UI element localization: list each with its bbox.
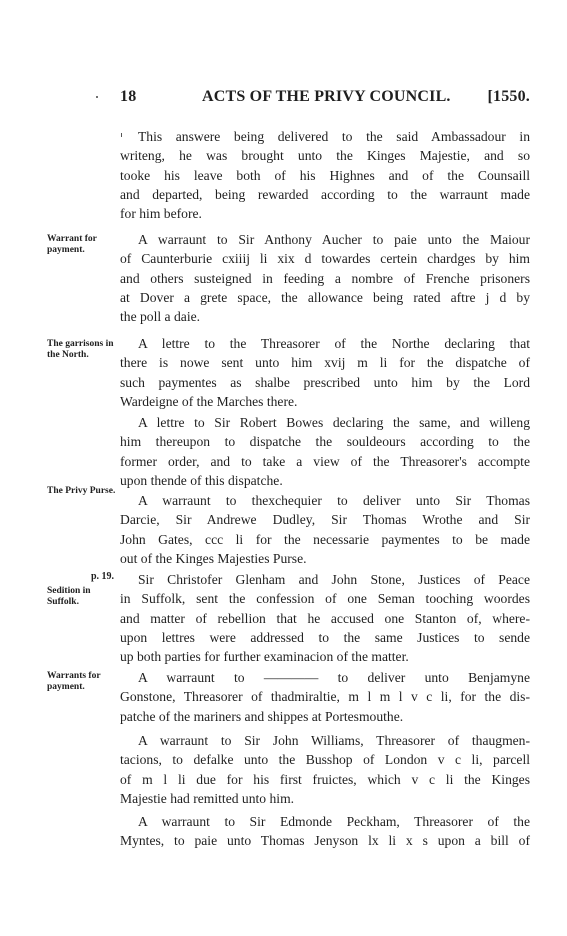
page-number: 18 xyxy=(120,88,137,105)
text-line: Myntes, to paie unto Thomas Jenyson lx li x s upon a bill of xyxy=(120,833,530,849)
text-line: This answere being delivered to the said Ambassadour in xyxy=(138,129,530,144)
text-line: writeng, he was brought unto the Kinges Majestie, and so xyxy=(120,148,530,164)
paragraph-williams-warrant xyxy=(120,731,530,808)
text-line: Darcie, Sir Andrewe Dudley, Sir Thomas Wrothe and Sir xyxy=(120,512,530,528)
text-line: there is nowe sent unto him xvij m li for the dispatche of xyxy=(120,355,530,371)
text-line: Wardeigne of the Marches there. xyxy=(120,393,298,409)
margin-note-garrisons-north: The garrisons in the North. xyxy=(47,339,114,360)
text-line: and matter of rebellion that he accused one Stanton of, where- xyxy=(120,610,530,626)
text-line: and others susteigned in feeding a nombre of Frenche prisoners xyxy=(120,270,530,286)
text-line: John Gates, ccc li for the necessarie paymentes to be made xyxy=(120,531,530,547)
text-line: A warraunt to ———— to deliver unto Benjamyne xyxy=(138,670,530,685)
paragraph-peckham-warrant xyxy=(120,812,530,851)
text-line: A lettre to Sir Robert Bowes declaring the same, and willeng xyxy=(138,415,530,430)
text-line: tacions, to defalke unto the Busshop of London v c li, parcell xyxy=(120,752,530,768)
paragraph-admiraltie-warrant xyxy=(120,668,530,726)
text-line: A warraunt to thexchequier to deliver unto Sir Thomas xyxy=(138,493,530,508)
text-line: patche of the mariners and shippes at Portesmouthe. xyxy=(120,708,404,724)
running-title: ACTS OF THE PRIVY COUNCIL. xyxy=(202,88,451,105)
text-line: upon lettres were addressed to the same Justices to sende xyxy=(120,629,530,645)
margin-note-sedition-suffolk: Sedition in Suffolk. xyxy=(47,586,91,607)
text-line: Sir Christofer Glenham and John Stone, Justices of Peace xyxy=(138,572,530,587)
text-line: tooke his leave both of his Highnes and of the Counsaill xyxy=(120,167,530,183)
year-marker: [1550. xyxy=(487,88,530,105)
text-line: him thereupon to dispatche the souldeours according to the xyxy=(120,434,530,450)
text-line: such paymentes as shalbe prescribed unto him by the Lord xyxy=(120,374,530,390)
text-line: the poll a daie. xyxy=(120,309,201,325)
paragraph-privy-purse xyxy=(120,491,530,568)
margin-note-warrants-payment: Warrants for payment. xyxy=(47,671,101,692)
ink-speck xyxy=(96,96,98,98)
paragraph-aucher-warrant xyxy=(120,230,530,326)
text-line: up both parties for further examinacion of the matter. xyxy=(120,649,409,665)
margin-page-reference: p. 19. xyxy=(91,571,115,582)
paragraph-ambassador xyxy=(120,127,530,223)
text-line: in Suffolk, sent the confession of one Seman tooching woordes xyxy=(120,591,530,607)
text-line: for him before. xyxy=(120,206,202,222)
margin-note-warrant-payment: Warrant for payment. xyxy=(47,234,97,255)
text-line: A warraunt to Sir Edmonde Peckham, Threasorer of the xyxy=(138,814,530,829)
text-line: former order, and to take a view of the Threasorer's accompte xyxy=(120,453,530,469)
text-line: A lettre to the Threasorer of the Northe declaring that xyxy=(138,336,530,351)
paragraph-robert-bowes xyxy=(120,413,530,490)
text-line: of Caunterburie cxiiij li xix d towardes certein chardges by him xyxy=(120,251,530,267)
text-line: of m l li due for his first fruictes, which v c li the Kinges xyxy=(120,771,530,787)
text-line: Majestie had remitted unto him. xyxy=(120,790,295,806)
text-line: A warraunt to Sir John Williams, Threasorer of thaugmen- xyxy=(138,733,530,748)
text-line: at Dover a grete space, the allowance being rated aftre j d by xyxy=(120,289,530,305)
text-line: A warraunt to Sir Anthony Aucher to paie unto the Maiour xyxy=(138,232,530,247)
text-line: upon thende of this dispatche. xyxy=(120,472,283,488)
text-line: out of the Kinges Majesties Purse. xyxy=(120,550,307,566)
margin-note-privy-purse: The Privy Purse. xyxy=(47,486,116,496)
paragraph-sedition xyxy=(120,570,530,666)
text-line: and departed, being rewarded according to the warraunt made xyxy=(120,186,530,202)
text-line: Gonstone, Threasorer of thadmiraltie, m l m l v c li, for the dis- xyxy=(120,689,530,705)
paragraph-threasorer-northe xyxy=(120,334,530,411)
